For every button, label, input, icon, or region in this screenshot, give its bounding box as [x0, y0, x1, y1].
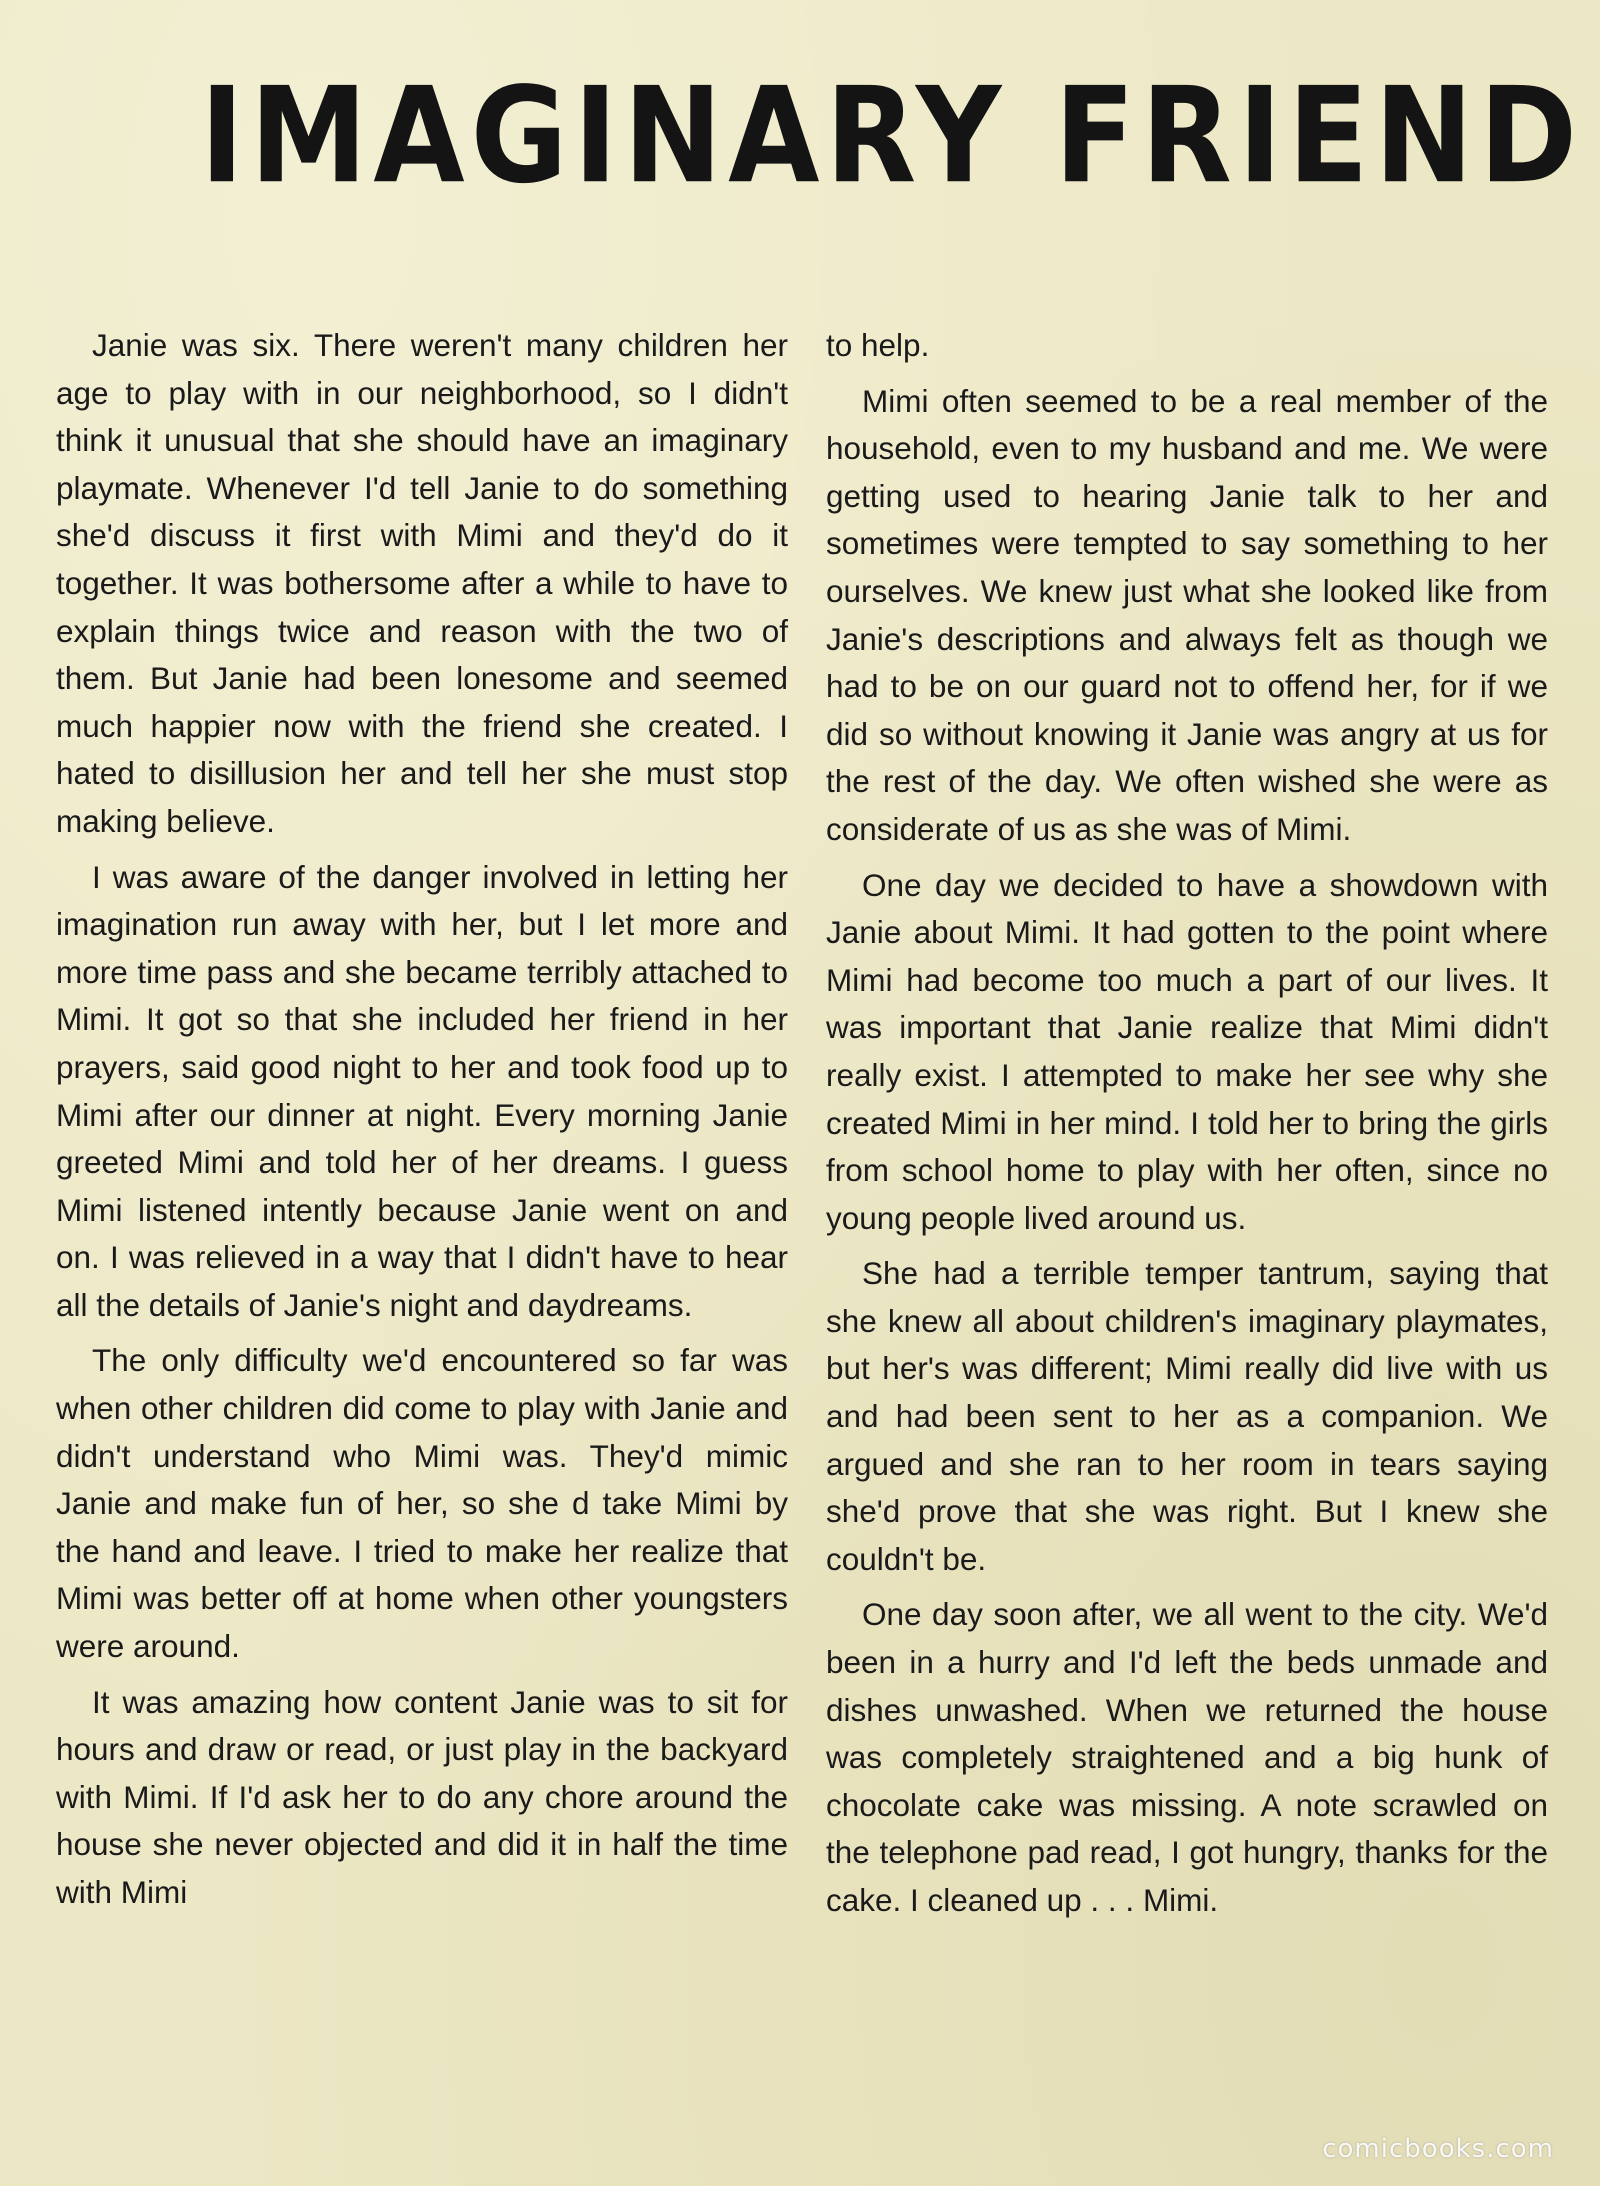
paragraph: One day we decided to have a showdown with Janie about Mimi. It had gotten to the point where Mimi had become too much a part of our lives. It was important that Janie realize that Mimi didn't really exist. I attempted to make her see why she created Mimi in her mind. I told her to bring the girls from school home to play with her often, since no young people lived around us.	[826, 866, 1548, 1236]
paragraph: Mimi often seemed to be a real member of the household, even to my husband and me. We were getting used to hearing Janie talk to her and sometimes were tempted to say something to her ourselves. We knew just what she looked like from Janie's descriptions and always felt as though we had to be on our guard not to offend her, for if we did so without knowing it Janie was angry at us for the rest of the day. We often wished she were as considerate of us as she was of Mimi.	[826, 382, 1548, 847]
paragraph: It was amazing how content Janie was to sit for hours and draw or read, or just play in the backyard with Mimi. If I'd ask her to do any chore around the house she never objected and did it in half the time with Mimi	[56, 1683, 788, 1910]
paragraph: One day soon after, we all went to the city. We'd been in a hurry and I'd left the beds unmade and dishes unwashed. When we returned the house was completely straightened and a big hunk of chocolate cake was missing. A note scrawled on the telephone pad read, I got hungry, thanks for the cake. I cleaned up . . . Mimi.	[826, 1596, 1548, 1918]
right-column	[826, 322, 1548, 1933]
paragraph-continuation: to help.	[826, 327, 930, 363]
paragraph: She had a terrible temper tantrum, saying that she knew all about children's imaginary playmates, but her's was different; Mimi really did live with us and had been sent to her as a companion. We argued and she ran to her room in tears saying she'd prove that she was right. But I knew she couldn't be.	[826, 1255, 1548, 1577]
paragraph: The only difficulty we'd encountered so far was when other children did come to play with Janie and didn't understand who Mimi was. They'd mimic Janie and make fun of her, so she d take Mimi by the hand and leave. I tried to make her realize that Mimi was better off at home when other youngsters were around.	[56, 1342, 788, 1665]
left-column	[56, 322, 788, 1925]
story-title: IMAGINARY FRIEND	[200, 58, 1584, 213]
paragraph: Janie was six. There weren't many children her age to play with in our neighborhood, so I didn't think it unusual that she should have an imaginary playmate. Whenever I'd tell Janie to do something she'd discuss it first with Mimi and they'd do it together. It was bothersome after a while to have to explain things twice and reason with the two of them. But Janie had been lonesome and seemed much happier now with the friend she created. I hated to disillusion her and tell her she must stop making believe.	[56, 327, 788, 839]
paragraph: I was aware of the danger involved in letting her imagination run away with her, but I let more and more time pass and she became terribly attached to Mimi. It got so that she included her friend in her prayers, said good night to her and took food up to Mimi after our dinner at night. Every morning Janie greeted Mimi and told her of her dreams. I guess Mimi listened intently because Janie went on and on. I was relieved in a way that I didn't have to hear all the details of Janie's night and daydreams.	[56, 858, 788, 1323]
site-watermark: comicbooks.com	[1322, 2134, 1554, 2164]
